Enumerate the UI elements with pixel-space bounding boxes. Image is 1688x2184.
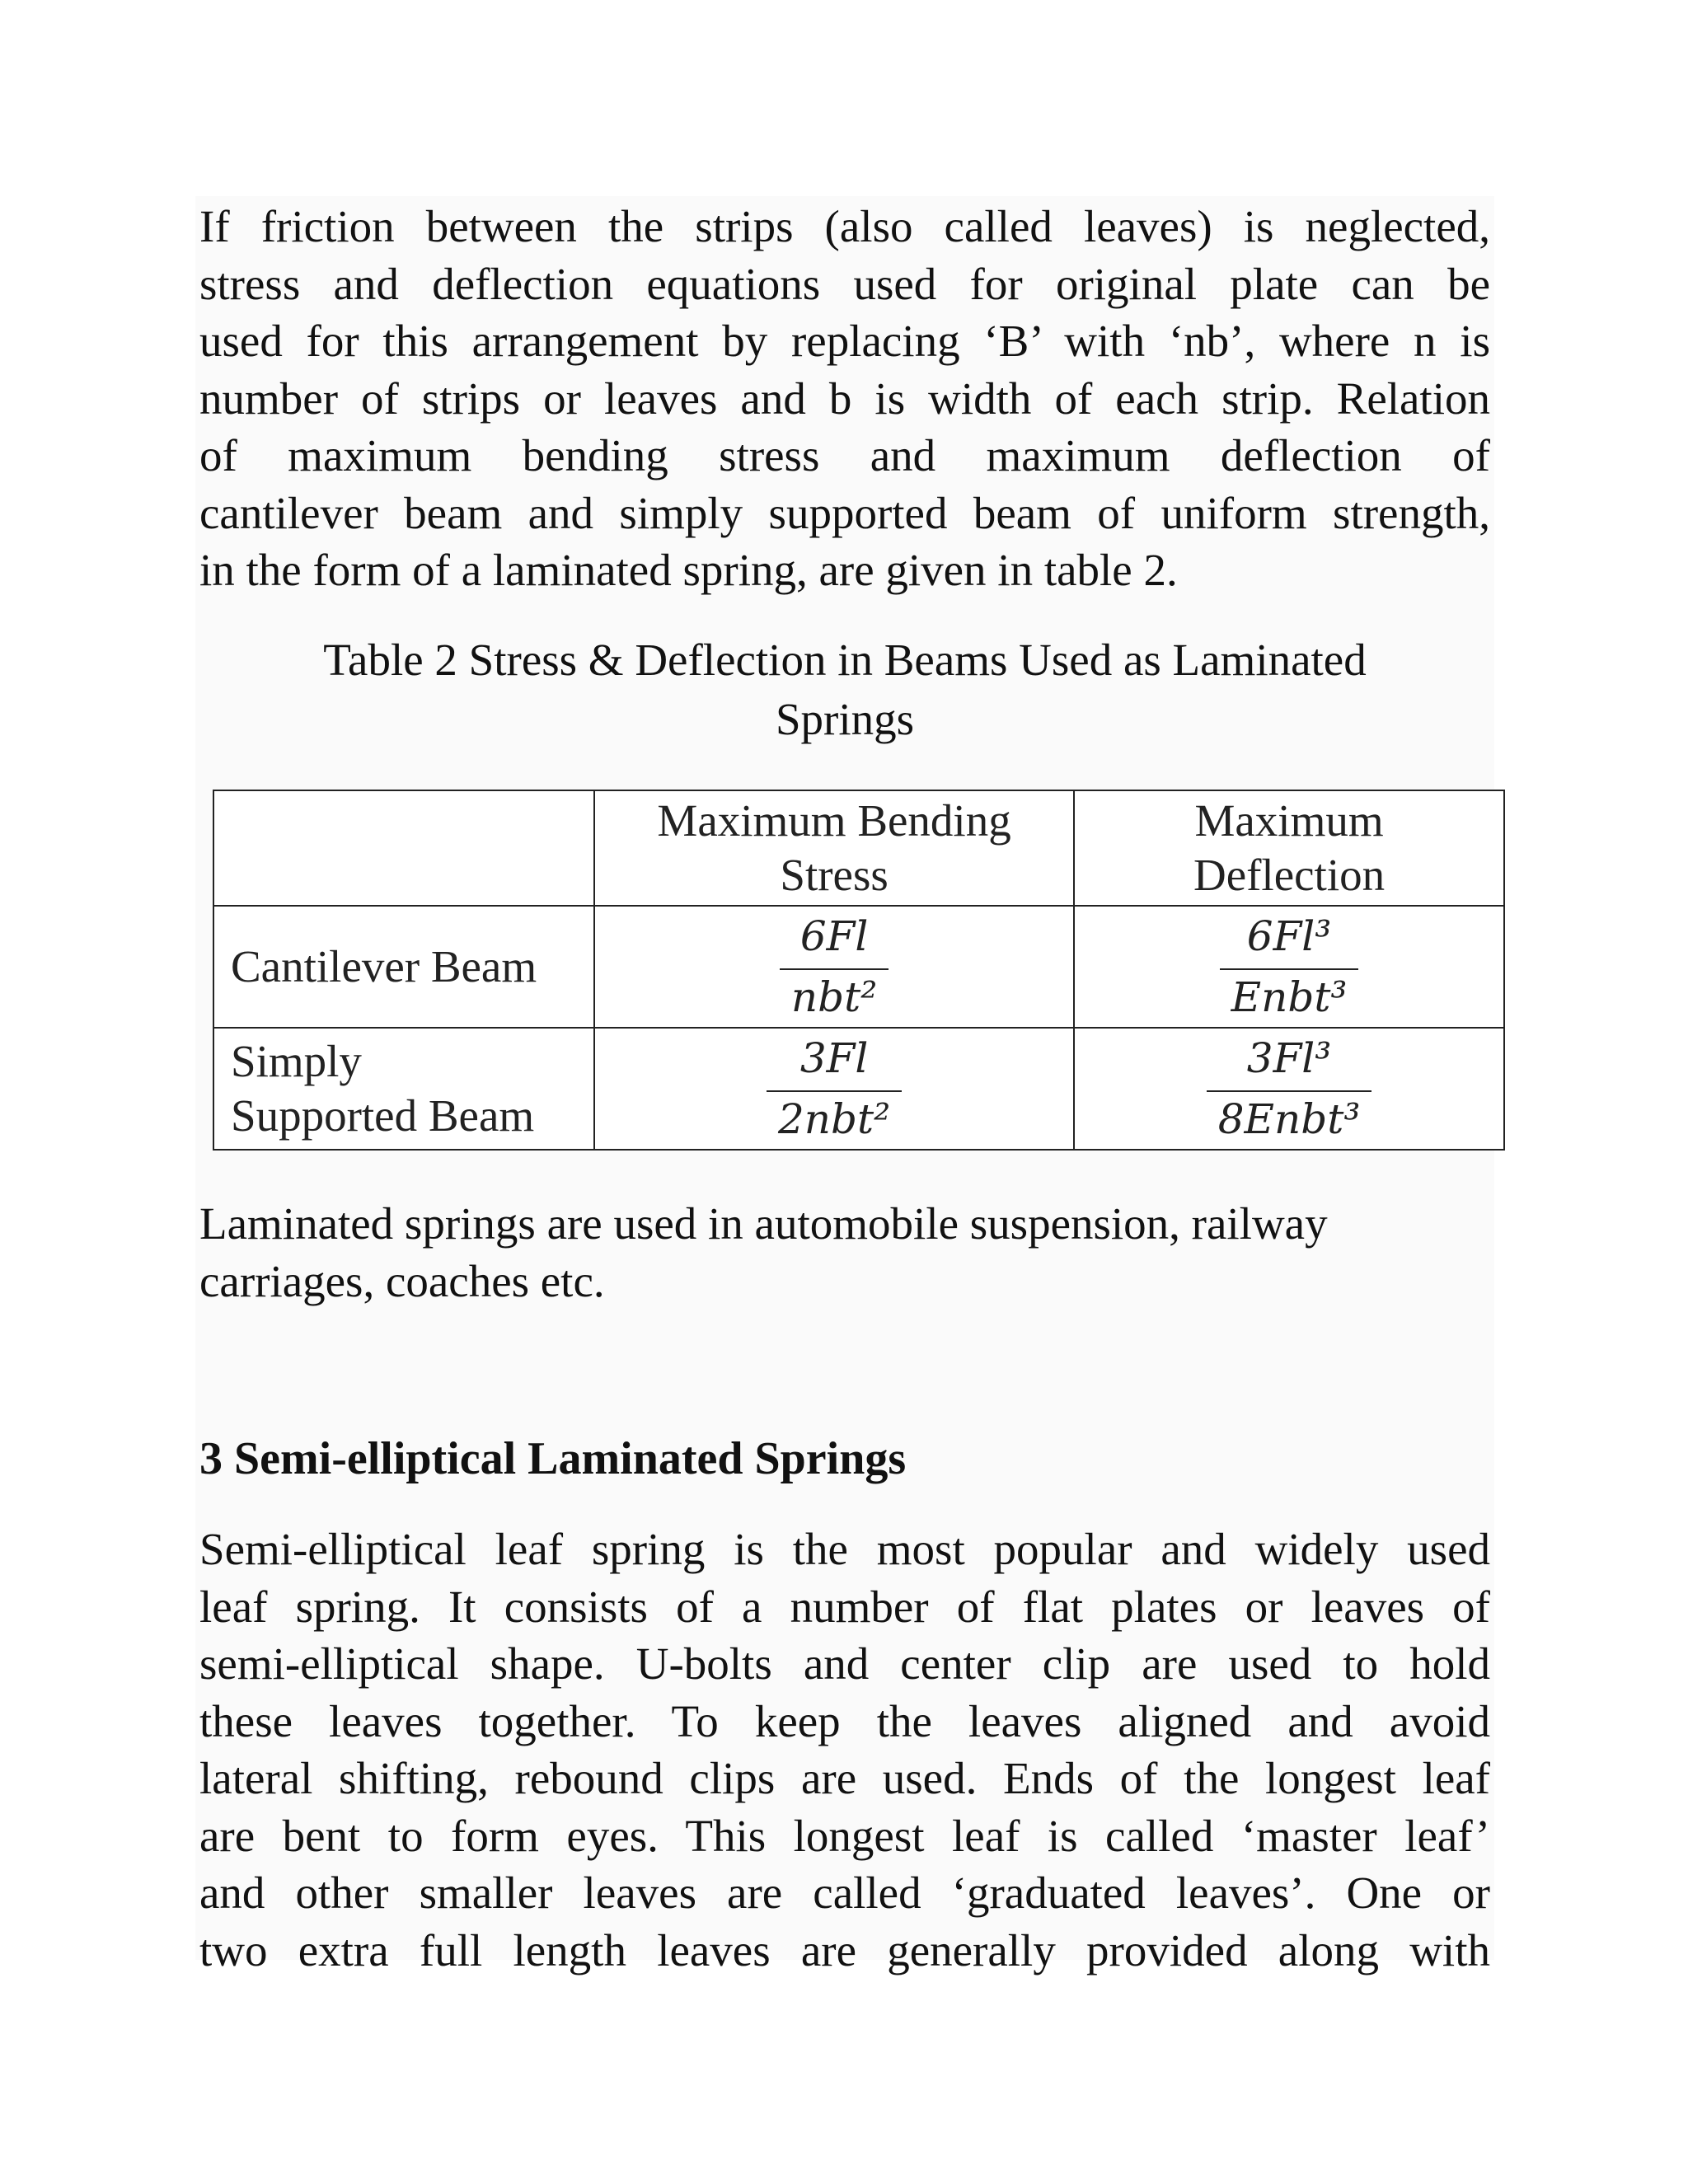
text-line: are bent to form eyes. This longest leaf is called ‘master leaf’ [199,1810,1490,1861]
intro-paragraph [199,198,1490,599]
text-line: and other smaller leaves are called ‘graduated leaves’. One or [199,1868,1490,1918]
header-text: Deflection [1193,850,1386,900]
header-text: Maximum Bending [657,795,1011,846]
cell-stress-cantilever [594,906,1074,1028]
fraction-numerator: 6Fl³ [1220,912,1359,970]
table-caption [199,630,1490,749]
cell-stress-simply-supported [594,1028,1074,1150]
text-line: carriages, coaches etc. [199,1255,605,1306]
row-label-text: Cantilever Beam [231,941,537,991]
text-line: these leaves together. To keep the leaves aligned and avoid [199,1695,1490,1746]
header-text: Stress [780,850,889,900]
text-line: Laminated springs are used in automobile suspension, railway [199,1198,1328,1249]
fraction-denominator: nbt² [790,973,878,1021]
text-line: in the form of a laminated spring, are given in table 2. [199,545,1178,595]
section-heading: 3 Semi-elliptical Laminated Springs [199,1433,907,1484]
row-label-simply-supported [213,1028,594,1150]
row-label-text: Simply [231,1036,362,1086]
text-line: Semi-elliptical leaf spring is the most popular and widely used [199,1524,1490,1574]
caption-line: Springs [775,694,915,744]
cell-deflection-cantilever [1074,906,1504,1028]
text-line: If friction between the strips (also called leaves) is neglected, [199,201,1490,251]
text-line: leaf spring. It consists of a number of flat plates or leaves of [199,1581,1490,1632]
text-line: of maximum bending stress and maximum deflection of [199,430,1490,480]
table-row [213,1028,1504,1150]
header-text: Maximum [1194,795,1384,846]
stress-deflection-table [213,790,1505,1151]
text-line: lateral shifting, rebound clips are used. Ends of the longest leaf [199,1753,1490,1803]
header-max-bending-stress [594,790,1074,906]
text-line: stress and deflection equations used for original plate can be [199,258,1490,309]
usage-paragraph [199,1195,1490,1310]
cell-deflection-simply-supported [1074,1028,1504,1150]
header-max-deflection [1074,790,1504,906]
text-line: number of strips or leaves and b is width of each strip. Relation [199,373,1490,424]
fraction-numerator: 3Fl³ [1207,1034,1372,1092]
row-label-text: Supported Beam [231,1090,535,1141]
fraction-numerator: 6Fl [780,912,889,970]
fraction [780,912,889,1021]
caption-line: Table 2 Stress & Deflection in Beams Used as Laminated [323,635,1367,685]
fraction-denominator: Enbt³ [1231,973,1348,1021]
fraction [1207,1034,1372,1143]
row-label-cantilever [213,906,594,1028]
table-corner-cell [213,790,594,906]
fraction [767,1034,902,1143]
text-line: semi-elliptical shape. U-bolts and center clip are used to hold [199,1638,1490,1689]
text-line: two extra full length leaves are generally provided along with [199,1924,1490,1975]
table-header-row [213,790,1504,906]
fraction [1220,912,1359,1021]
fraction-denominator: 2nbt² [777,1095,891,1143]
table-row [213,906,1504,1028]
fraction-denominator: 8Enbt³ [1217,1095,1361,1143]
semi-elliptical-paragraph [199,1521,1490,1979]
text-line: used for this arrangement by replacing ‘B’ with ‘nb’, where n is [199,316,1490,366]
text-line: cantilever beam and simply supported beam of uniform strength, [199,487,1490,538]
fraction-numerator: 3Fl [767,1034,902,1092]
